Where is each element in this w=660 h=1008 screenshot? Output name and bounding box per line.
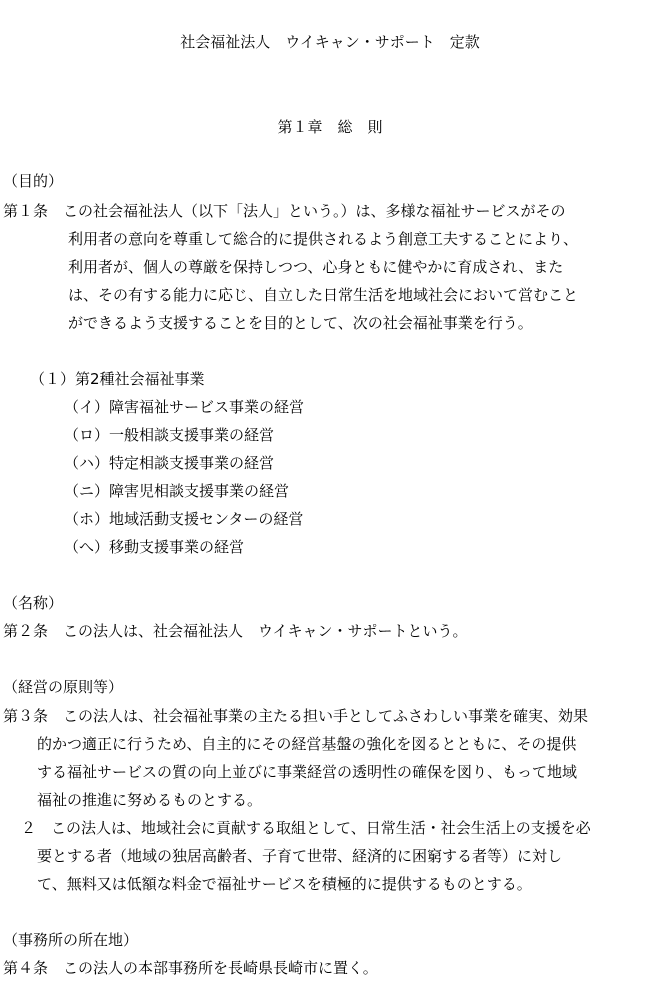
chapter-heading: 第１章 総 則 [277,118,383,136]
business-item: （イ）障害福祉サービス事業の経営 [64,398,305,416]
article-3-line: 要とする者（地域の独居高齢者、子育て世帯、経済的に困窮する者等）に対し [37,847,563,865]
article-3-line: 的かつ適正に行うため、自主的にその経営基盤の強化を図るとともに、その提供 [37,735,577,753]
article-1-line: 第１条 この社会福祉法人（以下「法人」という。）は、多様な福祉サービスがその [3,202,566,220]
business-item: （へ）移動支援事業の経営 [64,538,245,556]
article-1-heading: （目的） [3,172,64,190]
article-3-paragraph-2: ２ この法人は、地域社会に貢献する取組として、日常生活・社会生活上の支援を必 [21,819,591,837]
article-2-heading: （名称） [3,594,64,612]
article-4-heading: （事務所の所在地） [3,931,139,949]
business-item: （ホ）地域活動支援センターの経営 [64,510,304,528]
article-3-heading: （経営の原則等） [3,678,124,696]
article-1-line: 利用者の意向を尊重して総合的に提供されるよう創意工夫することにより、 [68,230,579,248]
business-category: （１）第2種社会福祉事業 [30,370,205,388]
article-1-line: 利用者が、個人の尊厳を保持しつつ、心身ともに健やかに育成され、また [68,258,564,276]
business-item: （ロ）一般相談支援事業の経営 [64,426,275,444]
article-3-line: 福祉の推進に努めるものとする。 [37,791,263,809]
article-3-line: て、無料又は低額な料金で福祉サービスを積極的に提供するものとする。 [37,875,532,893]
document-title: 社会福祉法人 ウイキャン・サポート 定款 [180,33,480,51]
business-item: （ニ）障害児相談支援事業の経営 [64,482,290,500]
article-3-line: する福祉サービスの質の向上並びに事業経営の透明性の確保を図り、もって地域 [37,763,578,781]
article-3-line: 第３条 この法人は、社会福祉事業の主たる担い手としてふさわしい事業を確実、効果 [3,707,589,725]
article-4-line: 第４条 この法人の本部事務所を長崎県長崎市に置く。 [3,959,378,977]
business-item: （ハ）特定相談支援事業の経営 [64,454,275,472]
article-1-line: ができるよう支援することを目的として、次の社会福祉事業を行う。 [68,314,533,332]
article-2-line: 第２条 この法人は、社会福祉法人 ウイキャン・サポートという。 [3,622,468,640]
article-1-line: は、その有する能力に応じ、自立した日常生活を地域社会において営むこと [68,286,579,304]
